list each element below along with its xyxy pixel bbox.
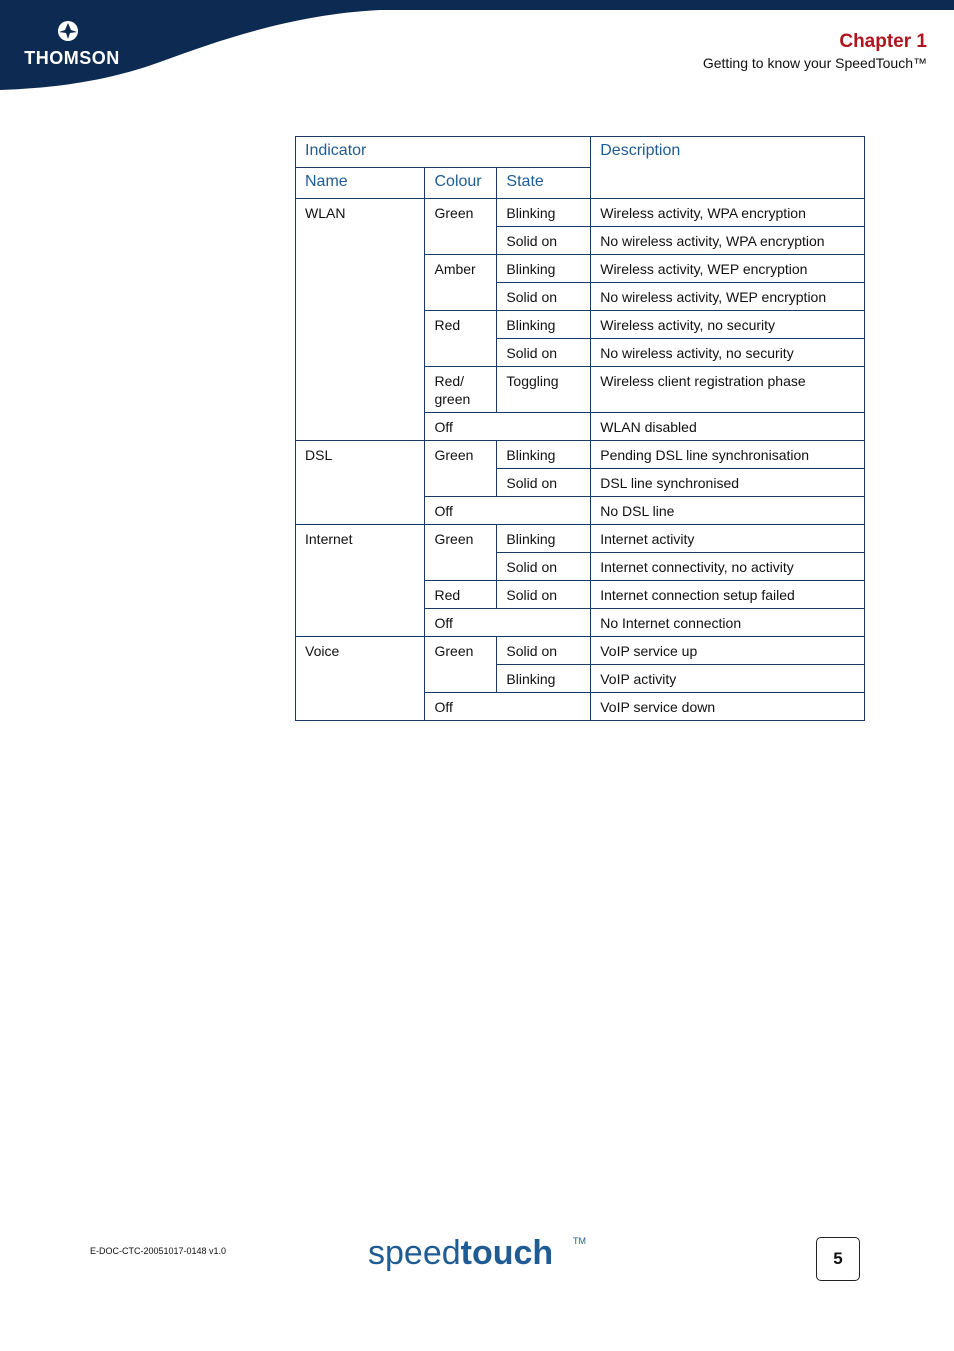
indicator-colour: Green xyxy=(425,441,497,497)
brand-tm: TM xyxy=(573,1236,586,1246)
indicator-description: VoIP activity xyxy=(591,665,865,693)
table-row xyxy=(296,525,865,553)
indicator-description: Internet activity xyxy=(591,525,865,553)
table-row xyxy=(296,637,865,665)
header-band xyxy=(0,0,954,100)
indicator-state: Blinking xyxy=(497,255,591,283)
chapter-title: Chapter 1 xyxy=(839,31,927,52)
indicator-description: Wireless activity, WPA encryption xyxy=(591,199,865,227)
indicator-state: Blinking xyxy=(497,199,591,227)
indicator-colour: Green xyxy=(425,525,497,581)
indicator-state: Blinking xyxy=(497,525,591,553)
brand-name: THOMSON xyxy=(24,48,120,68)
indicator-state: Solid on xyxy=(497,283,591,311)
indicator-description: VoIP service up xyxy=(591,637,865,665)
indicator-table xyxy=(295,136,865,721)
indicator-description: No Internet connection xyxy=(591,609,865,637)
thomson-logo-icon xyxy=(56,20,80,42)
indicator-state: Solid on xyxy=(497,227,591,255)
header-state: State xyxy=(497,168,591,199)
header-name: Name xyxy=(296,168,425,199)
indicator-state: Solid on xyxy=(497,581,591,609)
indicator-description: WLAN disabled xyxy=(591,413,865,441)
speedtouch-logo xyxy=(366,1230,596,1274)
indicator-state: Solid on xyxy=(497,339,591,367)
table-row xyxy=(296,199,865,227)
table-row xyxy=(296,441,865,469)
indicator-description: Wireless activity, no security xyxy=(591,311,865,339)
header-indicator: Indicator xyxy=(296,137,591,168)
header-description: Description xyxy=(591,137,865,199)
indicator-description: Wireless activity, WEP encryption xyxy=(591,255,865,283)
indicator-state: Blinking xyxy=(497,441,591,469)
indicator-colour: Red xyxy=(425,311,497,367)
indicator-colour: Off xyxy=(425,413,591,441)
indicator-colour: Red/ green xyxy=(425,367,497,413)
indicator-name: Internet xyxy=(296,525,425,637)
indicator-state: Toggling xyxy=(497,367,591,413)
indicator-description: Internet connectivity, no activity xyxy=(591,553,865,581)
indicator-description: Internet connection setup failed xyxy=(591,581,865,609)
brand-bold: touch xyxy=(460,1234,554,1272)
indicator-description: VoIP service down xyxy=(591,693,865,721)
indicator-colour: Off xyxy=(425,497,591,525)
indicator-description: No wireless activity, WEP encryption xyxy=(591,283,865,311)
indicator-colour: Off xyxy=(425,609,591,637)
indicator-description: No wireless activity, WPA encryption xyxy=(591,227,865,255)
indicator-colour: Green xyxy=(425,199,497,255)
brand-light: speed xyxy=(368,1234,461,1272)
thomson-logo xyxy=(22,20,122,70)
indicator-state: Solid on xyxy=(497,469,591,497)
indicator-state: Solid on xyxy=(497,637,591,665)
page-number: 5 xyxy=(816,1237,860,1281)
indicator-description: DSL line synchronised xyxy=(591,469,865,497)
indicator-state: Solid on xyxy=(497,553,591,581)
chapter-subtitle: Getting to know your SpeedTouch™ xyxy=(702,55,927,71)
indicator-description: Pending DSL line synchronisation xyxy=(591,441,865,469)
indicator-name: WLAN xyxy=(296,199,425,441)
document-id: E-DOC-CTC-20051017-0148 v1.0 xyxy=(90,1246,227,1256)
header-colour: Colour xyxy=(425,168,497,199)
indicator-colour: Green xyxy=(425,637,497,693)
svg-text:speedtouch xyxy=(368,1234,553,1272)
indicator-name: DSL xyxy=(296,441,425,525)
indicator-state: Blinking xyxy=(497,311,591,339)
indicator-description: No DSL line xyxy=(591,497,865,525)
indicator-description: Wireless client registration phase xyxy=(591,367,865,413)
indicator-state: Blinking xyxy=(497,665,591,693)
table-header-row xyxy=(296,137,865,168)
indicator-description: No wireless activity, no security xyxy=(591,339,865,367)
indicator-name: Voice xyxy=(296,637,425,721)
indicator-colour: Off xyxy=(425,693,591,721)
indicator-colour: Amber xyxy=(425,255,497,311)
indicator-colour: Red xyxy=(425,581,497,609)
